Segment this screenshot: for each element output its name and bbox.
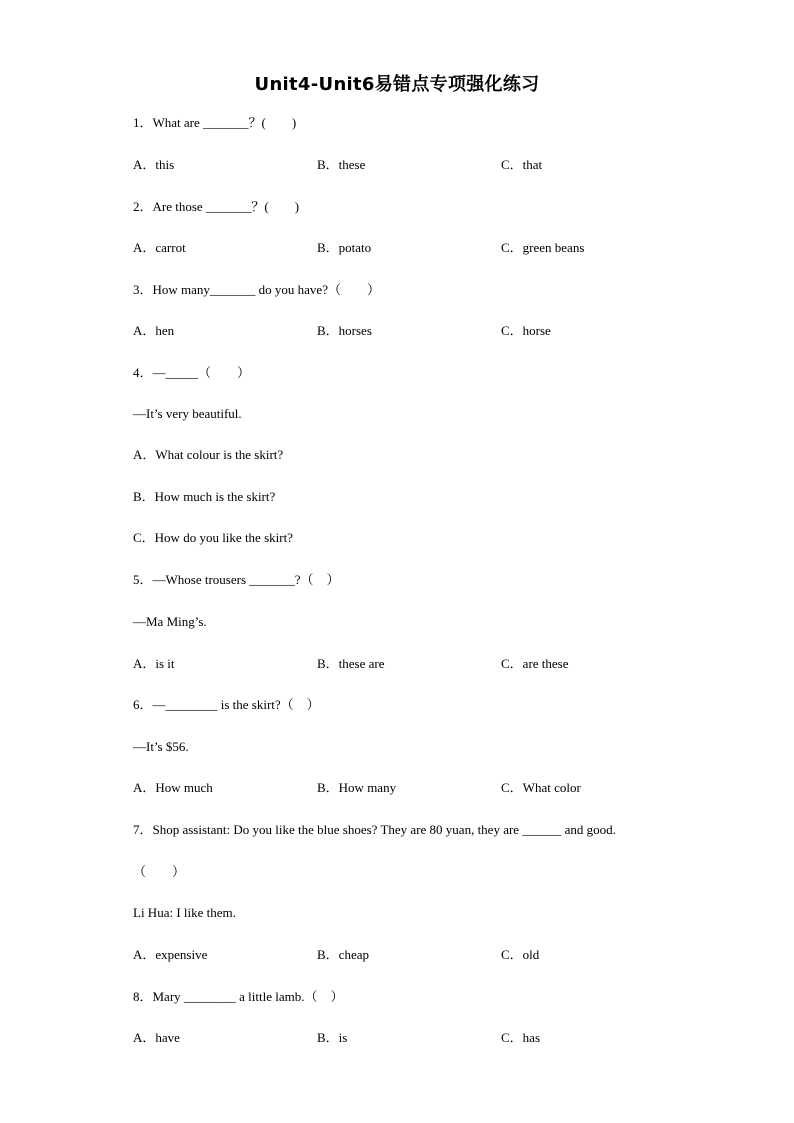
question-2-option-c: C．green beans [501, 240, 585, 255]
question-2-stem: 2．Are those _______？( ) [133, 199, 300, 214]
question-5-stem: 5．—Whose trousers _______?（ ） [133, 572, 340, 587]
question-5-option-a: A．is it [133, 656, 175, 671]
question-3-stem: 3．How many_______ do you have?（ ） [133, 282, 380, 297]
question-1-stem: 1．What are _______？( ) [133, 115, 297, 130]
question-8-option-a: A．have [133, 1030, 180, 1045]
question-4-option-a: A．What colour is the skirt? [133, 447, 284, 462]
question-7-stem: 7．Shop assistant: Do you like the blue shoes? They are 80 yuan, they are ______ and good. [133, 822, 616, 837]
question-2-option-a: A．carrot [133, 240, 186, 255]
question-8-option-c: C．has [501, 1030, 541, 1045]
question-8-option-b: B．is [317, 1030, 348, 1045]
question-4-option-b: B．How much is the skirt? [133, 489, 276, 504]
question-5-option-b: B．these are [317, 656, 385, 671]
question-1-option-a: A．this [133, 157, 175, 172]
question-3-option-c: C．horse [501, 323, 551, 338]
question-4-stem: 4．—_____（ ） [133, 365, 251, 380]
question-5-option-c: C．are these [501, 656, 569, 671]
question-6-option-c: C．What color [501, 780, 581, 795]
question-6-option-b: B．How many [317, 780, 397, 795]
question-1-option-c: C．that [501, 157, 543, 172]
question-7-stem-continued: （ ） [133, 864, 186, 879]
question-1-option-b: B．these [317, 157, 366, 172]
question-7-option-b: B．cheap [317, 947, 369, 962]
page-title: Unit4-Unit6易错点专项强化练习 [254, 74, 540, 95]
question-6-answer-line: —It’s $56. [133, 739, 189, 754]
question-7-option-c: C．old [501, 947, 540, 962]
question-5-answer-line: —Ma Ming’s. [133, 614, 207, 629]
question-3-option-b: B．horses [317, 323, 372, 338]
question-7-answer-line: Li Hua: I like them. [133, 905, 236, 920]
question-8-stem: 8．Mary ________ a little lamb.（ ） [133, 989, 344, 1004]
question-7-option-a: A．expensive [133, 947, 208, 962]
question-2-option-b: B．potato [317, 240, 372, 255]
question-6-option-a: A．How much [133, 780, 213, 795]
question-6-stem: 6．—________ is the skirt?（ ） [133, 697, 320, 712]
question-4-option-c: C．How do you like the skirt? [133, 530, 293, 545]
question-3-option-a: A．hen [133, 323, 175, 338]
question-4-answer-line: —It’s very beautiful. [133, 406, 242, 421]
